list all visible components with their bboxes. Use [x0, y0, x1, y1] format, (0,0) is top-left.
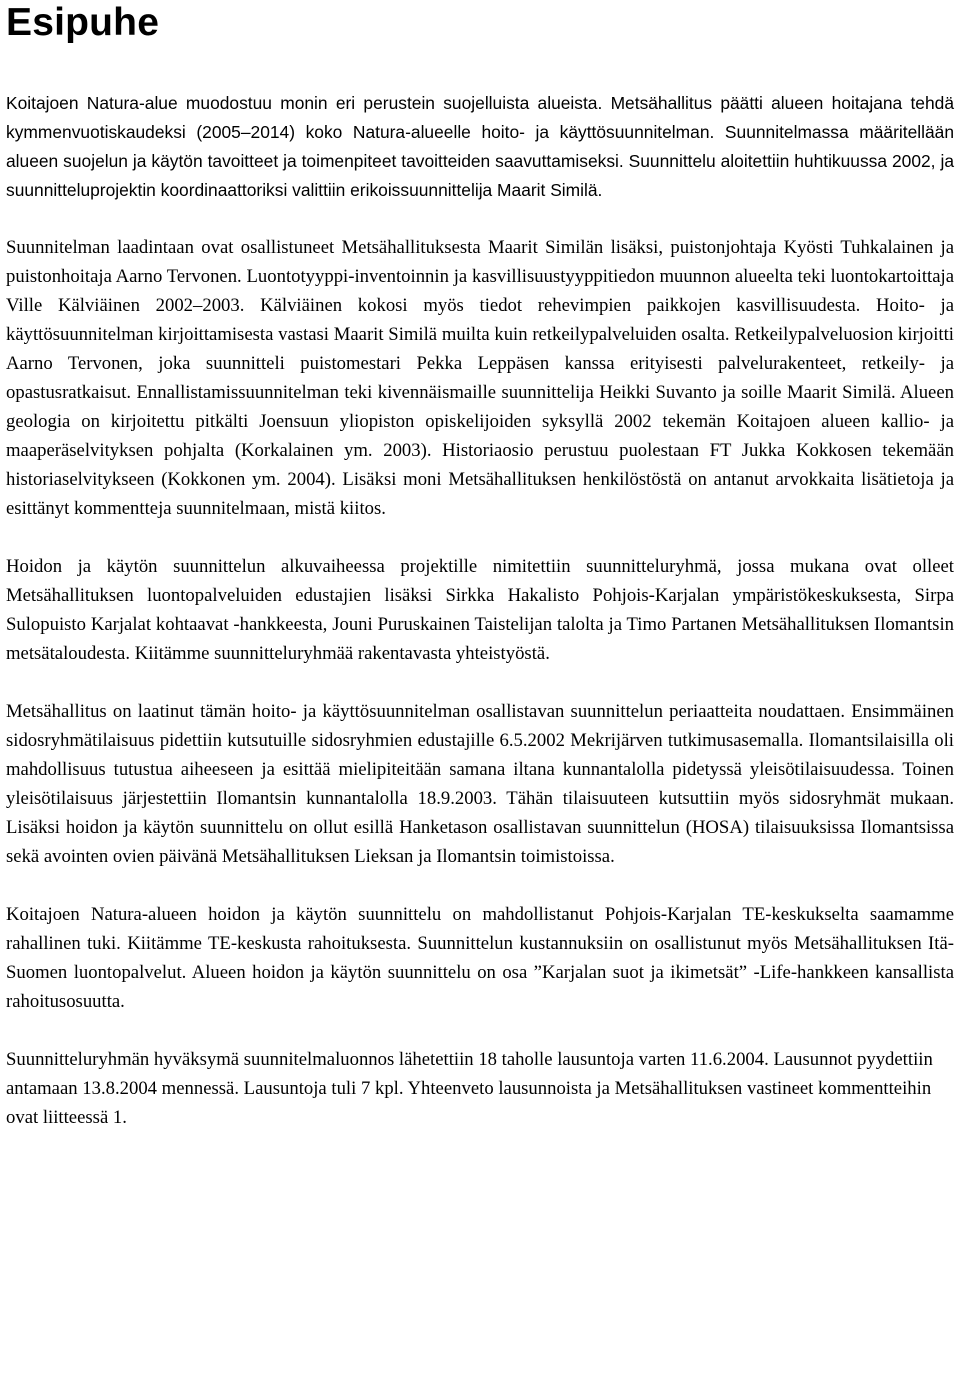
paragraph-intro: Koitajoen Natura-alue muodostuu monin eri perustein suojelluista alueista. Metsähallitus päätti alueen hoitajana tehdä kymmenvuotiskaudeksi (2005–2014) koko Natura-alueelle hoito- ja käyttösuunnitelman. Suunnitelmassa määritellään alueen suojelun ja käytön tavoitteet ja toimenpiteet tavoitteiden saavuttamiseksi. Suunnittelu aloitettiin huhtikuussa 2002, ja suunnitteluprojektin koordinaattoriksi valittiin erikoissuunnittelija Maarit Similä.: [6, 93, 954, 200]
paragraph-contributors: Suunnitelman laadintaan ovat osallistuneet Metsähallituksesta Maarit Similän lisäksi, puistonjohtaja Kyösti Tuhkalainen ja puistonhoitaja Aarno Tervonen. Luontotyyppi-inventoinnin ja kasvillisuustyyppitiedon muunnon alueelta teki luontokartoittaja Ville Kälviäinen 2002–2003. Kälviäinen kokosi myös tiedot rehevimpien paikkojen kasvillisuudesta. Hoito- ja käyttösuunnitelman kirjoittamisesta vastasi Maarit Similä muilta kuin retkeilypalveluiden osalta. Retkeilypalveluosion kirjoitti Aarno Tervonen, joka suunnitteli puistomestari Pekka Leppäsen kanssa erityisesti palvelurakenteet, retkeily- ja opastusratkaisut. Ennallistamissuunnitelman teki kivennäismaille suunnittelija Heikki Suvanto ja soille Maarit Similä. Alueen geologia on kirjoitettu pitkälti Joensuun yliopiston opiskelijoiden syksyllä 2002 tekemän Koitajoen alueen kallio- ja maaperäselvityksen pohjalta (Korkalainen ym. 2003). Historiaosio perustuu puolestaan FT Jukka Kokkosen tekemään historiaselvitykseen (Kokkonen ym. 2004). Lisäksi moni Metsähallituksen henkilöstöstä on antanut arvokkaita lisätietoja ja esittänyt kommentteja suunnitelmaan, mistä kiitos.: [6, 237, 954, 519]
paragraph-participation: Metsähallitus on laatinut tämän hoito- ja käyttösuunnitelman osallistavan suunnittelun periaatteita noudattaen. Ensimmäinen sidosryhmätilaisuus pidettiin kutsutuille sidosryhmien edustajille 6.5.2002 Mekrijärven tutkimusasemalla. Ilomantsilaisilla oli mahdollisuus tutustua aiheeseen ja esittää mielipiteitään samana iltana kunnantalolla pidetyssä yleisötilaisuudessa. Toinen yleisötilaisuus järjestettiin Ilomantsin kunnantalolla 18.9.2003. Tähän tilaisuuteen kutsuttiin myös sidosryhmät mukaan. Lisäksi hoidon ja käytön suunnittelu on ollut esillä Hanketason osallistavan suunnittelun (HOSA) tilaisuuksissa Ilomantsissa sekä avointen ovien päivänä Metsähallituksen Lieksan ja Ilomantsin toimistoissa.: [6, 701, 954, 867]
paragraph-funding: Koitajoen Natura-alueen hoidon ja käytön suunnittelu on mahdollistanut Pohjois-Karjalan TE-keskukselta saamamme rahallinen tuki. Kiitämme TE-keskusta rahoituksesta. Suunnittelun kustannuksiin on osallistunut myös Metsähallituksen Itä-Suomen luontopalvelut. Alueen hoidon ja käytön suunnittelu on osa ”Karjalan suot ja ikimetsät” -Life-hankkeen kansallista rahoitusosuutta.: [6, 904, 954, 1012]
document-page: [6, 0, 954, 1132]
paragraph-statements: Suunnitteluryhmän hyväksymä suunnitelmaluonnos lähetettiin 18 taholle lausuntoja varten 11.6.2004. Lausunnot pyydettiin antamaan 13.8.2004 mennessä. Lausuntoja tuli 7 kpl. Yhteenveto lausunnoista ja Metsähallituksen vastineet kommentteihin ovat liitteessä 1.: [6, 1049, 933, 1128]
page-title: Esipuhe: [6, 1, 160, 44]
paragraph-planning-group: Hoidon ja käytön suunnittelun alkuvaiheessa projektille nimitettiin suunnitteluryhmä, jossa mukana ovat olleet Metsähallituksen luontopalveluiden edustajien lisäksi Sirkka Hakalisto Pohjois-Karjalan ympäristökeskuksesta, Sirpa Sulopuisto Karjalat kohtaavat -hankkeesta, Jouni Puruskainen Taistelijan talolta ja Timo Partanen Metsähallituksen Ilomantsin metsätaloudesta. Kiitämme suunnitteluryhmää rakentavasta yhteistyöstä.: [6, 556, 954, 664]
